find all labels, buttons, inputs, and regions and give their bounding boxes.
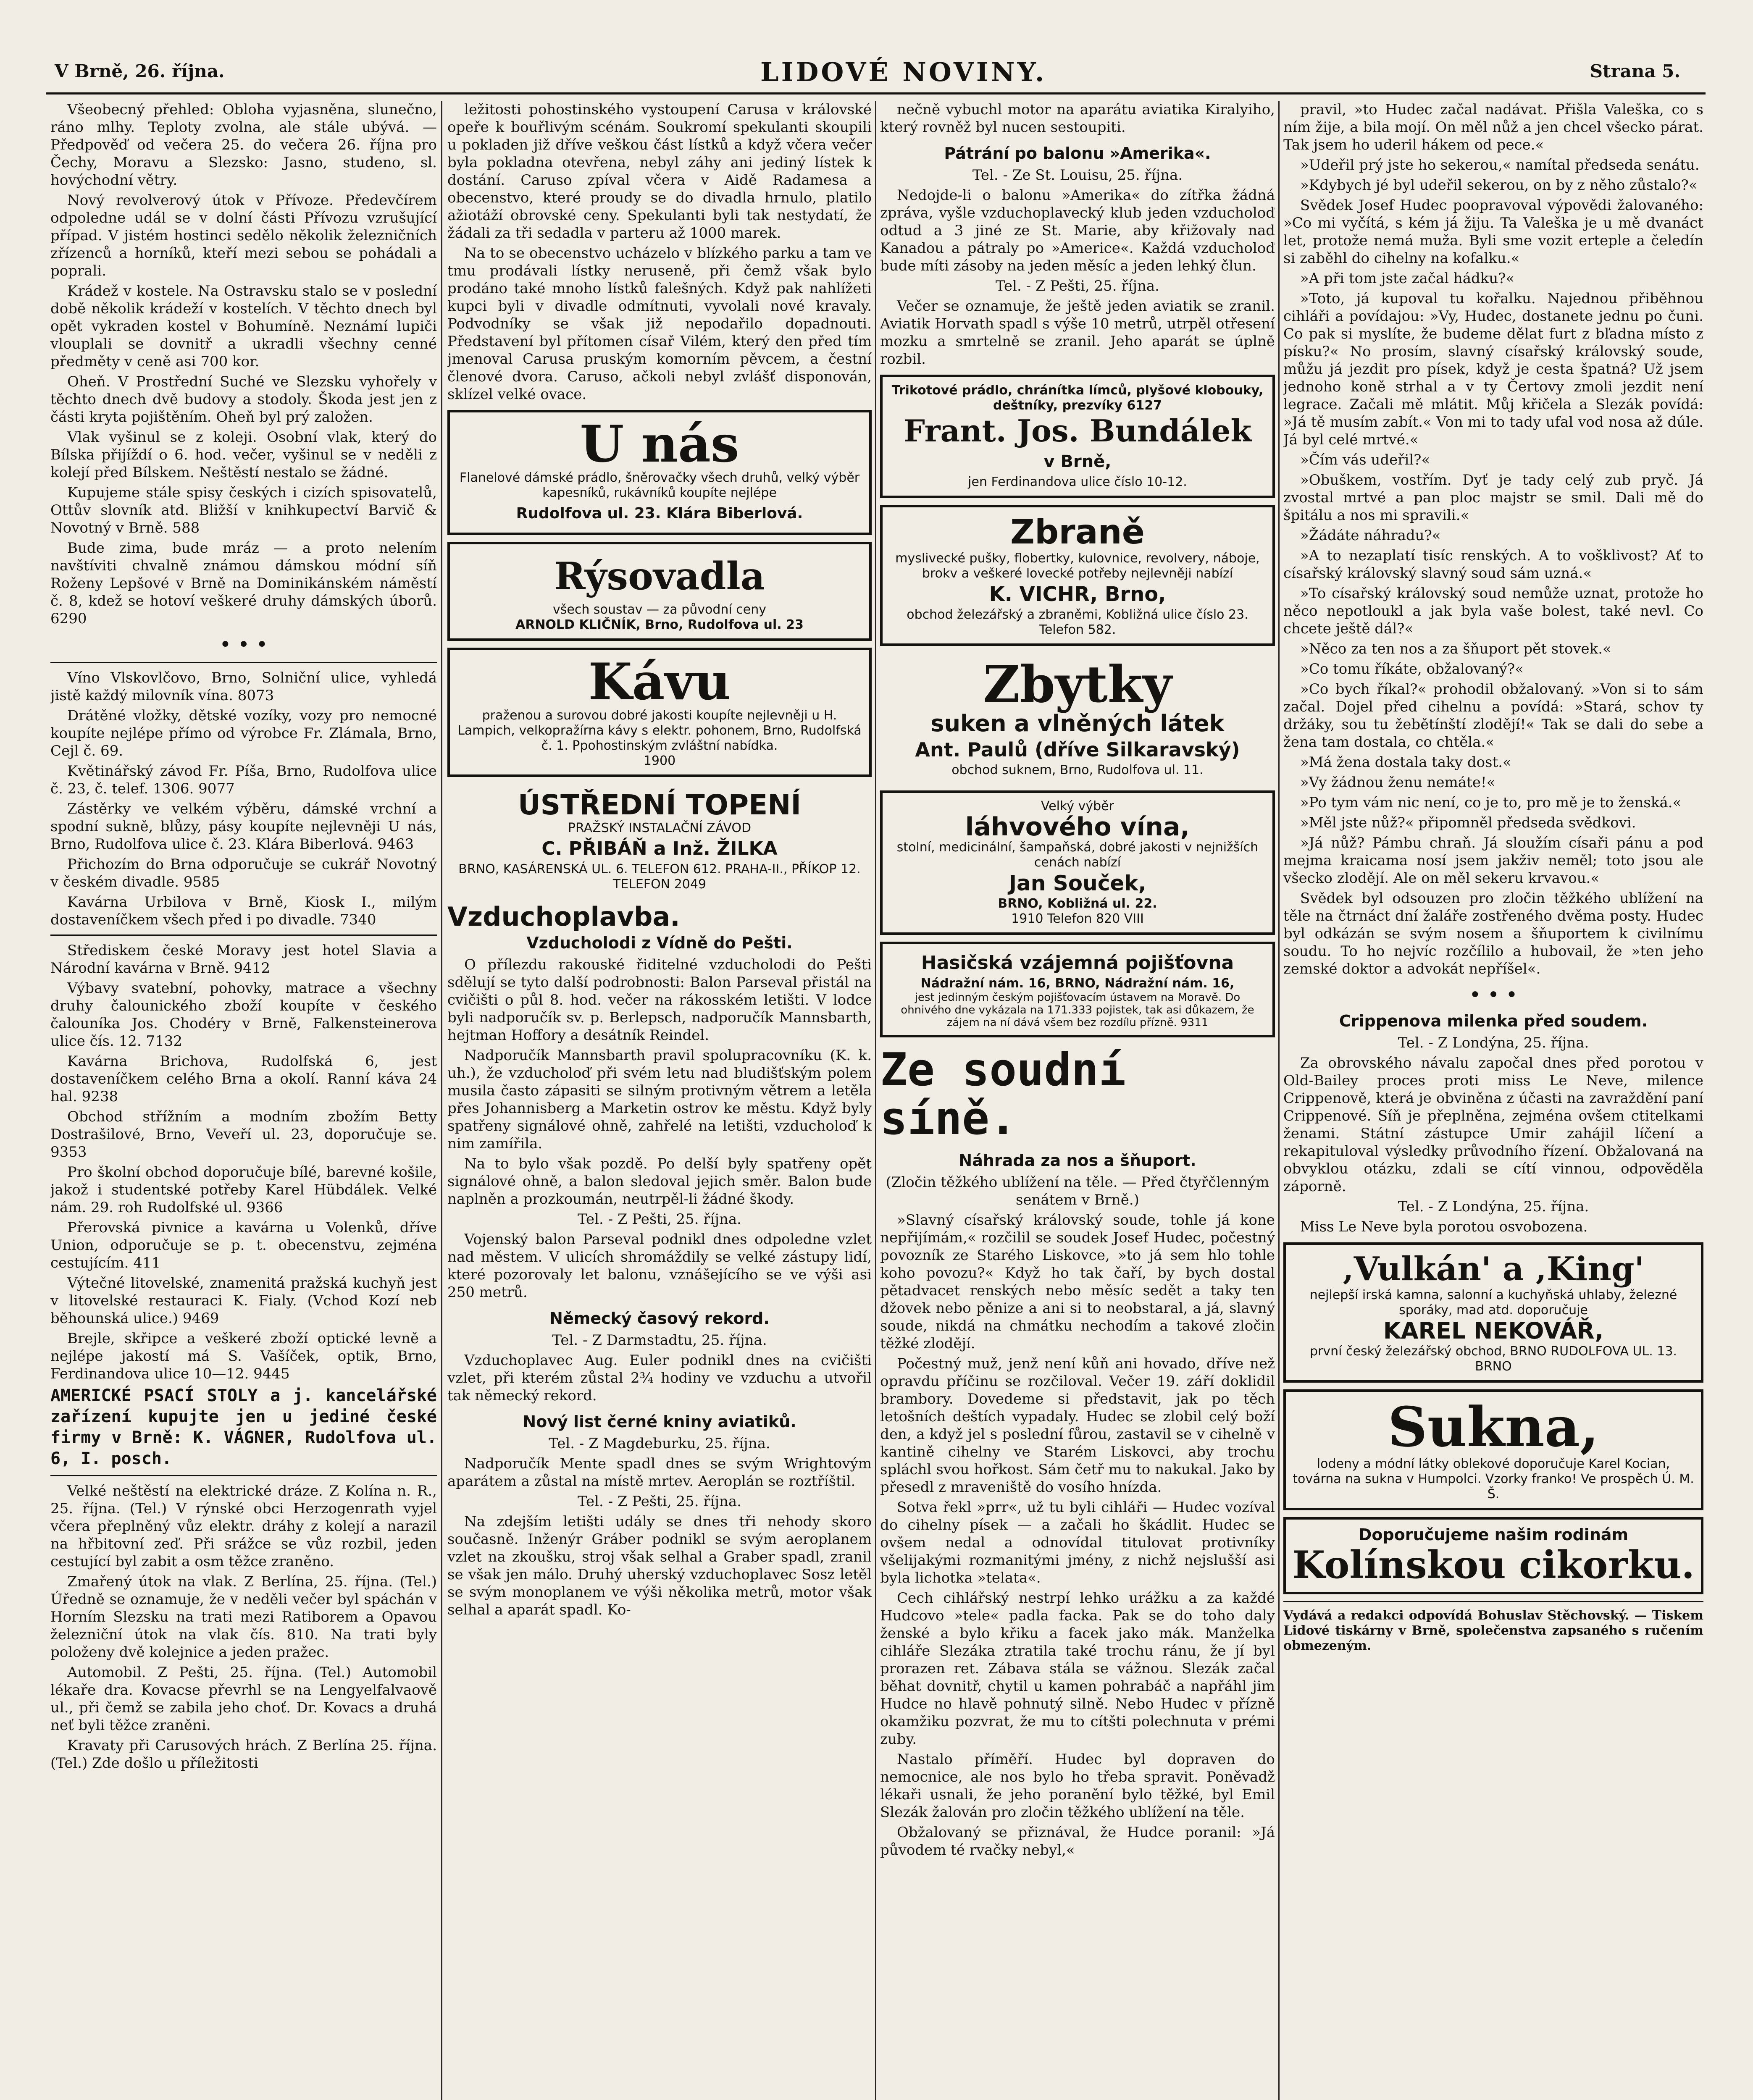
header-date: V Brně, 26. října. (55, 61, 225, 81)
news-item: Zmařený útok na vlak. Z Berlína, 25. října. (Tel.) Úředně se oznamuje, že v neděli večer byl spáchán v Horním Slezsku na trati mezi Ratiborem a Opavou železniční útok na vlak čís. 810. Na trati byly položeny dvě kolejnice a jeden pražec. (50, 1573, 437, 1661)
ad-text: suken a vlněných látek (930, 710, 1225, 737)
ad-headline: Frant. Jos. Bundálek (903, 413, 1252, 449)
notice-item: Obchod střížním a modním zbožím Betty Dostrašilové, Brno, Veveří ul. 23, doporučuje se. 9353 (50, 1108, 437, 1160)
ad-text: myslivecké pušky, flobertky, kulovnice, revolvery, náboje, brokv a veškeré lovecké potřeby nejlevněji nabízí (895, 551, 1260, 581)
notice-item: Bude zima, bude mráz — a proto nelením navštíviti chvalně známou dámskou módní síň Roženy Lepšové v Brně na Dominikánském náměstí č. 8, kdež se hotoví veškeré druhy dámských úborů. 6290 (50, 540, 437, 627)
ad-phone: Telefon 582. (1039, 622, 1116, 637)
page-number: Strana 5. (1590, 61, 1680, 81)
article-paragraph: »A při tom jste začal hádku?« (1300, 270, 1515, 287)
article-paragraph: »Po tym vám nic není, co je to, pro mě je to ženská.« (1300, 794, 1682, 811)
article-paragraph: »Vy žádnou ženu nemáte!« (1300, 774, 1495, 791)
ad-headline: ‚Vulkán' a ‚King' (1342, 1250, 1645, 1288)
ad-text: v Brně, (1043, 452, 1112, 471)
ad-text: Doporučujeme našim rodinám (1358, 1525, 1629, 1544)
notice-item: Střediskem české Moravy jest hotel Slavia a Národní kavárna v Brně. 9412 (50, 942, 437, 976)
dateline: Tel. - Z Magdeburku, 25. října. (549, 1435, 770, 1452)
news-item: Automobil. Z Pešti, 25. října. (Tel.) Automobil lékaře dra. Kovacse převrhl se na Lengyelfalvaově ul., při čemž se zabila jeho choť. Dr. Kovacs a druhá neť byli těžce zraněni. (50, 1664, 437, 1734)
news-item: ležitosti pohostinského vystoupení Carusa v královské opeře k bouřlivým scénám. Soukromí spekulanti skoupili u pokladen již dříve veškou část lístků a když včera večer byla pokladna otevřena, nebyl záhy ani jediný lístek k dostání. Caruso zpíval včera v Aidě Radamesa a obecenstvo, které proudy se do divadla hrnulo, platilo ažiotáží obrovské ceny. Spekulanti byli tak nestydatí, že žádali za tři sedadla v parteru až 1000 marek. (447, 101, 872, 242)
article-paragraph: Cech cihlářský nestrpí lehko urážku a za každé Hudcovo »tele« padla facka. Pak se do toho daly ženské a bylo křiku a facek jako mák. Manželka cihláře Slezáka ztratila také trochu ránu, že jí byl prorazen ret. Zábava stála se vážnou. Slezák začal běhat dovnitř, chytil u kamen pohrabáč a napřáhl jim Hudce no hlavě pohnutý silně. Nebo Hudec v přízně okamžiku pozvrat, že mu to cítšti polechnuta v prémi zuby. (880, 1590, 1275, 1748)
news-item: Vlak vyšinul se z koleji. Osobní vlak, který do Bílska přijíždí o 6. hod. večer, vyšinul se v neděli z kolejí před Bílskem. Neštěstí nestalo se žádné. (50, 429, 437, 481)
column-4 (1283, 101, 1703, 2100)
article-paragraph: pravil, »to Hudec začal nadávat. Přišla Valeška, co s ním žije, a bila mojí. On měl nůž a jen chcel všecko párat. Tak jsem ho uderil hákem od pece.« (1283, 101, 1703, 153)
news-item: Krádež v kostele. Na Ostravsku stalo se v poslední době několik krádeží v kostelích. V těchto dnech byl opět vykraden kostel v Bohumíně. Neznámí lupiči vlouplali se dovnitř a ukradli všechny cenné předměty v ceně asi 700 kor. (50, 283, 437, 370)
advertisement-rysovadla (447, 542, 872, 641)
notice-item: Přichozím do Brna odporučuje se cukrář Novotný v českém divadle. 9585 (50, 856, 437, 890)
article-paragraph: Svědek Josef Hudec poopravoval výpovědi žalovaného: »Co mi vyčítá, s kém já žiju. Ta Valeška je u mě dvanáct let, protože nemá muža. Byli sme vozit erteple a čeledín si zaběhl do cihelny na kofalku.« (1283, 197, 1703, 267)
section-heading: Vzduchoplavba. (447, 901, 680, 932)
article-paragraph: »Udeřil prý jste ho sekerou,« namítal předseda senátu. (1300, 157, 1700, 173)
article-paragraph: Za obrovského návalu započal dnes před porotou v Old-Bailey proces proti miss Le Neve, milence Crippenově, která je obviněna z účasti na zavraždění paní Crippenové. Síň je přeplněna, zejména ovšem ctitelkami ženami. Státní zástupce Umir zahájil líčení a rekapituloval výsledky průvodního řízení. Obžalovaná na obvyklou otázku, zdali se cítí vinnou, odpověděla záporně. (1283, 1055, 1703, 1195)
ad-address: BRNO, KASÁRENSKÁ UL. 6. TELEFON 612. PRAHA-II., PŘÍKOP 12. TELEFON 2049 (458, 862, 861, 892)
notice-item: Víno Vlskovlčovo, Brno, Solniční ulice, vyhledá jistě každý milovník vína. 8073 (50, 669, 437, 704)
notice-item: Kavárna Brichova, Rudolfská 6, jest dostaveníčkem celého Brna a okolí. Ranní káva 24 hal. 9238 (50, 1053, 437, 1105)
notice-item: Kupujeme stále spisy českých i cizích spisovatelů, Ottův slovník atd. Bližší v knihkupectví Barvič & Novotný v Brně. 588 (50, 484, 437, 536)
ad-company: K. VICHR, Brno, (989, 583, 1166, 606)
article-paragraph: Svědek byl odsouzen pro zločin těžkého ublížení na těle na čtrnáct dní žaláře zostřeného dvěma posty. Hudec byl odkázán se svým nosem a šňuportem k civilnímu soudu. To ho nejvíc rozčílilo a hubovail, že »ten jeho zemské doktor a advokát nepříšel«. (1283, 890, 1703, 977)
ad-company: KAREL NEKOVÁŘ, (1383, 1318, 1604, 1344)
separator (50, 662, 437, 663)
separator (50, 934, 437, 936)
article-paragraph: Počestný muž, jenž není kůň ani hovado, dříve než opravdu příčinu se rozčiloval. Večer 19. září doklidil brambory. Dovedeme si představit, jak po těch letošních deštích vypadaly. Hudec se zlobil celý boží den, a když jel s poslední fůrou, zastavil se v cihelně v kantině cihelny ve Starém Liskovci, aby trochu spláchl svou hořkost. Sám četř mu to nakukal. Jako by přesedl z mraveniště do vosího hnízda. (880, 1355, 1275, 1496)
typewriter-ad: AMERICKÉ PSACÍ STOLY a j. kancelářské zařízení kupujte jen u jediné české firmy v Brně: K. VÁGNER, Rudolfova ul. 6, I. posch. (50, 1386, 437, 1468)
ad-address: Nádražní nám. 16, BRNO, Nádražní nám. 16, (920, 976, 1235, 991)
ad-address: první český železářský obchod, BRNO RUDOLFOVA UL. 13. BRNO (1310, 1344, 1677, 1374)
article-paragraph: »Co tomu říkáte, obžalovaný?« (1300, 661, 1524, 677)
notice-item: Pro školní obchod doporučuje bílé, barevné košile, jakož i studentské potřeby Karel Hübdálek. Velké nám. 29. roh Rudolfské ul. 9366 (50, 1164, 437, 1216)
advertisement-vino (880, 790, 1275, 935)
dateline: Tel. - Z Pešti, 25. října. (578, 1493, 741, 1510)
ad-address: obchod železářský a zbraněmi, Kobližná ulice číslo 23. (907, 607, 1248, 622)
news-item: nečně vybuchl motor na aparátu aviatika Kiralyiho, který rovněž byl nucen sestoupiti. (880, 101, 1275, 136)
dateline: Tel. - Z Darmstadtu, 25. října. (552, 1332, 767, 1349)
notice-item: Kavárna Urbilova v Brně, Kiosk I., milým dostaveníčkem všech před i po divadle. 7340 (50, 894, 437, 928)
ad-text: stolní, medicinální, šampaňská, dobré jakosti v nejnižších cenách nabízí (896, 840, 1259, 870)
column-3 (880, 101, 1275, 2100)
news-item: Na to se obecenstvo ucházelo v blízkého parku a tam ve tmu prodávali lístky neruseně, při čemž však bylo prodáno také mnoho lístků falešných. Když pak nahlížeti kupci byli v divadle odmítnuti, vyvolali nové kravaly. Podvodníky se však již nepodařilo dopadnouti. Představení byl přítomen císař Vilém, který den před tím jmenoval Carusa pruským komorním pěvcem, a čestní členové dvora. Caruso, ačkoli nebyl zvlášť disponován, sklízel velké ovace. (447, 245, 872, 403)
section-divider: • • • (219, 633, 268, 656)
article-heading: Vzducholodi z Vídně do Pešti. (526, 934, 793, 952)
article-paragraph: »Toto, já kupoval tu kořalku. Najednou přiběhnou cihláři a povídajou: »Vy, Hudec, dostanete jednu po čuni. Co pak si myslíte, že budeme dělat furt z bľadna místo z písku?« No prosím, slavný císařský královský soude, můžu já jezdit pro písek, když je cesta špatná? Už jsem jednoho koně strhal a v ty Čertovy zmoli jezdit není legrace. Začali mě mlátit. Můj křičela a Slezák povídá: »Já tě musím zabít.« Von mi to tady ufal vod nosa až dúle. Já byl celé mrtvé.« (1283, 290, 1703, 448)
notice-item: Květinářský závod Fr. Píša, Brno, Rudolfova ulice č. 23, č. telef. 1306. 9077 (50, 763, 437, 797)
ad-headline: U nás (580, 415, 739, 474)
article-paragraph: »Má žena dostala taky dost.« (1300, 754, 1511, 771)
notice-item: Drátěné vložky, dětské vozíky, vozy pro nemocné koupíte nejlépe přímo od výrobce Fr. Zlámala, Brno, Cejl č. 69. (50, 707, 437, 759)
ad-text: Flanelové dámské prádlo, šněrovačky všech druhů, velký výběr kapesníků, rukávníků koupíte nejlépe (459, 470, 860, 500)
ad-year: 1900 (643, 753, 676, 768)
notice-item: Brejle, skřipce a veškeré zboží optické levně a nejlépe jakostí má S. Vašíček, optik, Brno, Ferdinandova ulice 10—12. 9445 (50, 1330, 437, 1382)
section-divider: • • • (1469, 983, 1518, 1007)
notice-item: Zástěrky ve velkém výběru, dámské vrchní a spodní sukně, blůzy, pásy koupíte nejlevněji U nás, Brno, Rudolfova ulice č. 23. Klára Biberlová. 9463 (50, 801, 437, 853)
article-paragraph: Nastalo příměří. Hudec byl dopraven do nemocnice, ale nos bylo ho třeba spravit. Poněvadž lékaři usnali, že jeho poranění bylo těžké, byl Emil Slezák žalován pro zločin těžkého ublížení na těle. (880, 1751, 1275, 1821)
column-rule (1278, 101, 1280, 2100)
news-item: Vojenský balon Parseval podnikl dnes odpoledne vzlet nad městem. V ulicích shromáždily se velké zástupy lidí, které pozorovaly let balonu, vznášejícího se ve výši asi 250 metrů. (447, 1231, 872, 1301)
advertisement-zbytky (880, 653, 1275, 784)
article-paragraph: Obžalovaný se přiznával, že Hudce poranil: »Já původem té rvačky nebyl,« (880, 1824, 1275, 1858)
advertisement-topeni (447, 784, 872, 898)
advertisement-pojistovna (880, 942, 1275, 1037)
news-item: Nadporučík Mannsbarth pravil spolupracovníku (K. k. uh.), že vzducholoď při svém letu nad bludišťským polem musila často zápasiti se silným protivným větrem a letěla přes Johannisberg a Marketin ostrov ke městu. Když byly spatřeny signálové ohně, zahřelé na letišti, vzducholoď k nim zamířila. (447, 1047, 872, 1152)
dateline: Tel. - Ze St. Louisu, 25. října. (972, 167, 1183, 184)
newspaper-page (46, 55, 1706, 2100)
article-heading: Crippenova milenka před soudem. (1339, 1012, 1648, 1030)
page-header (46, 55, 1706, 94)
news-item: Na zdejším letišti udály se dnes tři nehody skoro současně. Inženýr Gráber podnikl se svým aeroplanem vzlet na zkoušku, stroj však selhal a Graber spadl, zranil se však jen málo. Druhý uherský vzduchoplavec Sosz letěl se svým monoplanem ve výši několika metrů, motor však selhal a aparát spadl. Ko- (447, 1513, 872, 1618)
column-rule (441, 101, 442, 2100)
ad-address: ARNOLD KLIČNÍK, Brno, Rudolfova ul. 23 (515, 617, 804, 632)
ad-text: nejlepší irská kamna, salonní a kuchyňská uhlaby, železné sporáky, mad atd. doporučuje (1309, 1288, 1677, 1318)
column-2 (447, 101, 872, 2100)
news-item: Kravaty při Carusových hrách. Z Berlína 25. října. (Tel.) Zde došlo u příležitosti (50, 1737, 437, 1772)
ad-address: Rudolfova ul. 23. Klára Biberlová. (516, 505, 803, 522)
article-paragraph: »Co bych říkal?« prohodil obžalovaný. »Von si to sám začal. Dojel před cihelnu a povídá: »Stará, schov ty držáky, sou tu žebětínští zlodějí!« Tak se dali do sebe a žena tam dostala, co chtěla.« (1283, 681, 1703, 751)
ad-headline: láhvového vína, (965, 812, 1190, 842)
advertisement-sukna (1283, 1389, 1703, 1510)
ad-text: lodeny a módní látky oblekové doporučuje Karel Kocian, továrna na sukna v Humpolci. Vzorky franko! Ve prospěch Ú. M. Š. (1293, 1457, 1694, 1502)
ad-text: PRAŽSKÝ INSTALAČNÍ ZÁVOD (568, 821, 752, 835)
ad-text: praženou a surovou dobré jakosti koupíte nejlevněji u H. Lampich, velkopražírna kávy s elektr. pohonem, Brno, Rudolfská č. 1. Ppohostinským zvláštní nabídka. (457, 708, 862, 753)
ad-headline: Kolínskou cikorku. (1292, 1543, 1695, 1587)
article-paragraph: Sotva řekl »prr«, už tu byli cihláři — Hudec vozíval do cihelny písek — a začali ho škádlit. Hudec se ovšem nedal a odnovídal titulovat protivníky všelijakými rozmanitými jmény, z nichž nejslušší asi byla lichotka »telata«. (880, 1499, 1275, 1586)
news-item: Nový revolverový útok v Přívoze. Předevčírem odpoledne udál se v dolní části Přívozu vzrušující případ. V jistém hostinci sedělo několik železničních zřízenců a horníků, kteří mezi sebou se pohádali a poprali. (50, 192, 437, 279)
ad-text: jest jedinným českým pojišťovacím ústavem na Moravě. Do ohnivého dne vykázala na 171.333 pojistek, tak asi důkazem, že zájem na ní dává všem bez rozdílu přízně. 9311 (901, 991, 1254, 1029)
article-paragraph: »Něco za ten nos a za šňuport pět stovek.« (1300, 640, 1611, 657)
dateline: Tel. - Z Pešti, 25. října. (578, 1211, 741, 1228)
dateline: Tel. - Z Pešti, 25. října. (996, 278, 1159, 294)
column-1 (50, 101, 437, 2100)
advertisement-bundalek (880, 375, 1275, 498)
notice-item: Výtečné litovelské, znamenitá pražská kuchyň jest v litovelské restauraci K. Fialy. (Vchod Kozí neb běhounská ulice.) 9469 (50, 1275, 437, 1327)
article-paragraph: »Čím vás udeřil?« (1300, 452, 1430, 468)
ad-text: všech soustav — za původní ceny (553, 602, 766, 617)
dateline: Tel. - Z Londýna, 25. října. (1398, 1198, 1589, 1215)
ad-company: Jan Souček, (1009, 871, 1146, 895)
advertisement-kavu (447, 648, 872, 777)
article-heading: Pátrání po balonu »Amerika«. (944, 144, 1211, 163)
article-heading: Nový list černé kniny aviatiků. (523, 1412, 796, 1431)
notice-item: Výbavy svatební, pohovky, matrace a všechny druhy čalounického zboží koupíte v českého čalouníka Jos. Chodéry v Brně, Falkensteinerova ulice čís. 12. 7132 (50, 980, 437, 1050)
news-item: Vzduchoplavec Aug. Euler podnikl dnes na cvičišti vzlet, při kterém zůstal 2¾ hodiny ve vzduchu a utvořil tak německý rekord. (447, 1352, 872, 1404)
article-heading: Náhrada za nos a šňuport. (959, 1151, 1196, 1170)
news-item: Na to bylo však pozdě. Po delší byly spatřeny opět signálové ohně, a balon sledoval jejich směr. Balon bude naplněn a prozkoumán, neutrpěl-li žádné škody. (447, 1155, 872, 1208)
news-item: Večer se oznamuje, že ještě jeden aviatik se zranil. Aviatik Horvath spadl s výše 10 metrů, utrpěl otřesení mozku a smrtelně se zranil. Jeho aparát se úplně rozbil. (880, 298, 1275, 368)
ad-phone: 1910 Telefon 820 VIII (1011, 911, 1144, 926)
imprint: Vydává a redakci odpovídá Bohuslav Stěchovský. — Tiskem Lidové tiskárny v Brně, společenstva zapsaného s ručením obmezeným. (1283, 1608, 1703, 1653)
ad-company: Ant. Paulů (dříve Silkaravský) (915, 738, 1240, 761)
separator (1283, 1601, 1703, 1602)
article-subheading: (Zločin těžkého ublížení na těle. — Před čtyřčlenným senátem v Brně.) (886, 1174, 1269, 1208)
advertisement-cikorka (1283, 1517, 1703, 1594)
news-item: Oheň. V Prostřední Suché ve Slezsku vyhořely v těchto dnech dvě budovy a stodoly. Škoda jest jen z části kryta pojištěním. Oheň byl prý založen. (50, 373, 437, 425)
ad-address: jen Ferdinandova ulice číslo 10-12. (968, 475, 1187, 489)
notice-item: Přerovská pivnice a kavárna u Volenků, dříve Union, odporučuje se p. t. obecenstvu, zejména cestujícím. 411 (50, 1219, 437, 1271)
article-heading: Německý časový rekord. (549, 1309, 770, 1328)
ad-text: C. PŘIBÁŇ a Inž. ŽILKA (541, 838, 778, 859)
ad-headline: Zbraně (1010, 512, 1145, 551)
article-paragraph: »Žádáte náhradu?« (1300, 527, 1441, 544)
column-rule (875, 101, 876, 2100)
ad-text: Trikotové prádlo, chránítka límců, plyšové klobouky, deštníky, prezvíky 6127 (891, 383, 1264, 413)
advertisement-zbrane (880, 505, 1275, 646)
newspaper-title: LIDOVÉ NOVINY. (760, 57, 1047, 87)
advertisement-vulkan (1283, 1242, 1703, 1383)
ad-headline: Hasičská vzájemná pojišťovna (921, 952, 1234, 974)
article-paragraph: »Slavný císařský královský soude, tohle já kone nepřijímám,« rozčilil se soudek Josef Hudec, počestný povozník ze Starého Liskovce, »to já sem hlo tohle koho povozu?« Když ho tak čaří, by bych dostal pětadvacet renských nebo měsíc sedět a taky ten džovek nebo pěnize a ani si to neobstaral, a já, slavný soude, nikdá na chmátku nechodím a takové zločin těžké zlodějí. (880, 1212, 1275, 1352)
ad-headline: Sukna, (1388, 1395, 1599, 1459)
ad-address: obchod suknem, Brno, Rudolfova ul. 11. (951, 763, 1204, 777)
ad-address: BRNO, Kobližná ul. 22. (998, 896, 1157, 911)
article-paragraph: »A to nezaplatí tisíc renských. A to vošklivost? Ať to císařský královský slavný soud sám uzná.« (1283, 547, 1703, 582)
article-paragraph: »Měl jste nůž?« připomněl předseda svědkovi. (1300, 814, 1636, 831)
dateline: Tel. - Z Londýna, 25. října. (1398, 1034, 1589, 1051)
article-paragraph: »Kdybych jé byl udeřil sekerou, on by z něho zůstalo?« (1300, 177, 1698, 194)
article-paragraph: Miss Le Neve byla porotou osvobozena. (1300, 1218, 1588, 1235)
ad-headline: ÚSTŘEDNÍ TOPENÍ (518, 789, 801, 821)
news-item: Nedojde-li o balonu »Amerika« do zítřka žádná zpráva, vyšle vzduchoplavecký klub jeden vzducholoď odtud a 3 jiné ze St. Marie, aby křižovaly nad Kanadou a pátraly po »Americe«. Každá vzducholoď bude míti zásoby na jeden měsíc a jeden lehký člun. (880, 187, 1275, 274)
article-paragraph: »Já nůž? Pámbu chraň. Já sloužím císaři pánu a pod mejma kraicama nosí jsem jakživ neměl; toto jsou ale všecko zlodějí. Ale on měl sekeru krvavou.« (1283, 835, 1703, 887)
section-heading: Ze soudní síně. (880, 1044, 1126, 1145)
ad-headline: Rýsovadla (554, 554, 765, 598)
news-item: O přílezdu rakouské řiditelné vzducholodi do Pešti sdělují se tyto další podrobnosti: Balon Parseval přistál na cvičišti o půl 8. hod. večer na rákosském letišti. V lodce byli nadporučík sv. p. Berlepsch, nadporučík Mannsbarth, hejtman Hoffory a desátník Reindel. (447, 956, 872, 1044)
ad-headline: Zbytky (983, 655, 1172, 714)
advertisement-u-nas (447, 410, 872, 535)
ad-headline: Kávu (588, 652, 731, 711)
separator (50, 1475, 437, 1476)
article-paragraph: »To císařský královský soud nemůže uznat, protože ho něco nepotloukl a jak byla vaše bolest, také nevl. Co chcete ještě dál?« (1283, 585, 1703, 637)
news-item: Nadporučík Mente spadl dnes se svým Wrightovým aparátem a zůstal na místě mrtev. Aeroplán se roztříštil. (447, 1455, 872, 1490)
weather-report: Všeobecný přehled: Obloha vyjasněna, slunečno, ráno mlhy. Teploty zvolna, ale stále ubývá. — Předpověď od večera 25. do večera 26. října pro Čechy, Moravu a Slezsko: Jasno, studeno, sl. hovýchodní větry. (50, 101, 437, 189)
article-paragraph: »Obuškem, vostřím. Dyť je tady celý zub pryč. Já zvostal mrtvé a pan ploc majstr se smil. Dali mě do špitálu a nos mi spravili.« (1283, 472, 1703, 524)
news-item: Velké neštěstí na elektrické dráze. Z Kolína n. R., 25. října. (Tel.) V rýnské obci Herzogenrath vyjel včera přeplněný vůz elektr. dráhy z kolejí a narazil na hřbitovní zeď. Při srážce se vůz rozbil, jeden cestující byl zabit a osm těžce zraněno. (50, 1483, 437, 1570)
ad-text: Velký výběr (1041, 799, 1114, 814)
